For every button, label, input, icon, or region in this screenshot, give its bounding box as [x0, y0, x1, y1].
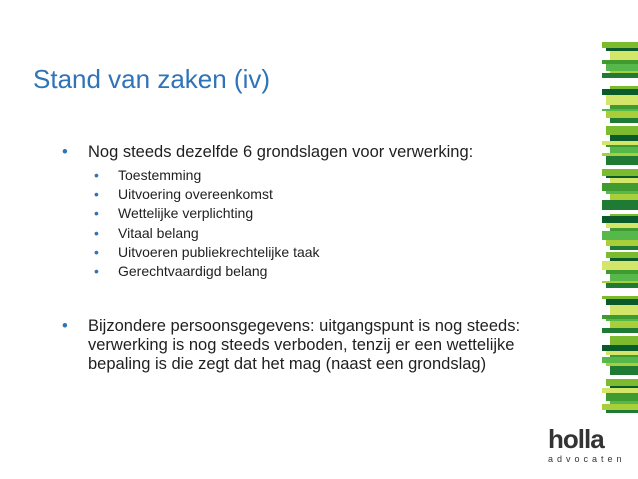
sub-item — [94, 224, 522, 243]
stripe — [602, 281, 638, 283]
stripe — [602, 357, 638, 363]
sub-list — [62, 166, 522, 281]
stripe — [610, 366, 638, 375]
sub-item — [94, 243, 522, 262]
stripe — [606, 156, 638, 165]
sub-item-text: Vitaal belang — [118, 224, 199, 241]
stripe — [610, 86, 638, 89]
stripe — [610, 147, 638, 153]
stripe — [610, 258, 638, 261]
stripe — [610, 246, 638, 250]
sub-item — [94, 204, 522, 223]
slide-title: Stand van zaken (iv) — [33, 64, 271, 94]
stripe — [610, 355, 638, 357]
stripe — [606, 351, 638, 355]
stripe — [606, 270, 638, 274]
sub-marker: • — [94, 224, 99, 241]
stripe — [610, 288, 638, 296]
sub-item — [94, 166, 522, 185]
stripe — [606, 333, 638, 336]
stripe — [602, 141, 638, 145]
stripe — [606, 176, 638, 178]
stripe — [602, 60, 638, 64]
sub-marker: • — [94, 243, 99, 260]
logo-tagline: advocaten — [548, 454, 626, 464]
stripe — [602, 296, 638, 299]
stripe — [602, 109, 638, 111]
stripe — [610, 401, 638, 404]
logo-wordmark: holla — [548, 424, 604, 454]
stripe — [606, 78, 638, 86]
stripe — [606, 379, 638, 386]
stripe — [610, 386, 638, 388]
sub-marker: • — [94, 205, 99, 222]
stripe — [606, 95, 638, 105]
stripe — [610, 51, 638, 60]
stripe — [610, 228, 638, 231]
stripe — [606, 48, 638, 51]
stripe — [606, 299, 638, 305]
sub-item-text: Toestemming — [118, 167, 202, 183]
bullet-marker: • — [62, 143, 68, 161]
bullet-text: Bijzondere persoonsgegevens: uitgangspunt is nog steeds: verwerking is nog steeds verboden, tenzij er een wettelijke bepaling is die zegt dat het mag (naast een grondslag) — [88, 317, 521, 373]
stripe — [606, 283, 638, 288]
stripe — [610, 71, 638, 73]
stripe — [610, 178, 638, 183]
sub-item-text: Uitvoeren publiekrechtelijke taak — [118, 243, 320, 260]
stripe — [602, 89, 638, 95]
holla-logo — [548, 424, 626, 464]
stripe — [606, 319, 638, 321]
bullet-block-2 — [62, 317, 522, 374]
stripe — [606, 145, 638, 147]
stripe — [602, 183, 638, 191]
stripe — [606, 210, 638, 214]
stripe — [610, 118, 638, 123]
sub-item-text: Uitvoering overeenkomst — [118, 186, 273, 203]
stripe — [610, 336, 638, 345]
stripe — [602, 315, 638, 319]
sub-marker: • — [94, 186, 99, 203]
stripe — [602, 250, 638, 252]
stripe — [606, 393, 638, 401]
stripe — [610, 194, 638, 200]
stripe — [602, 388, 638, 393]
stripe — [610, 305, 638, 315]
bullet-text: Nog steeds dezelfde 6 grondslagen voor verwerking: — [88, 143, 474, 161]
stripe — [602, 200, 638, 210]
stripe — [602, 153, 638, 156]
bullet-block-1 — [62, 143, 522, 281]
sub-marker: • — [94, 167, 99, 183]
stripe — [606, 252, 638, 258]
bullet-item — [62, 317, 522, 374]
stripe — [606, 64, 638, 71]
sub-item — [94, 262, 522, 281]
sub-marker: • — [94, 263, 99, 280]
bullet-marker: • — [62, 317, 68, 335]
stripe — [606, 191, 638, 194]
sub-item — [94, 185, 522, 204]
stripe — [602, 42, 638, 48]
decorative-stripes — [602, 42, 638, 413]
stripe — [610, 274, 638, 281]
stripe — [610, 105, 638, 109]
stripe — [606, 240, 638, 246]
stripe — [602, 169, 638, 176]
stripe — [606, 126, 638, 135]
stripe — [602, 231, 638, 240]
stripe — [602, 328, 638, 333]
stripe — [606, 410, 638, 413]
stripe — [602, 345, 638, 351]
stripe — [602, 73, 638, 78]
stripe — [606, 223, 638, 228]
stripe — [610, 321, 638, 328]
stripe — [602, 404, 638, 410]
stripe — [610, 165, 638, 169]
stripe — [602, 375, 638, 379]
bullet-item — [62, 143, 522, 162]
stripe — [602, 123, 638, 126]
stripe — [610, 135, 638, 141]
stripe — [602, 261, 638, 270]
sub-item-text: Gerechtvaardigd belang — [118, 263, 268, 280]
sub-item-text: Wettelijke verplichting — [118, 205, 254, 222]
stripe — [602, 216, 638, 223]
stripe — [606, 363, 638, 366]
stripe — [606, 111, 638, 118]
stripe — [610, 214, 638, 216]
